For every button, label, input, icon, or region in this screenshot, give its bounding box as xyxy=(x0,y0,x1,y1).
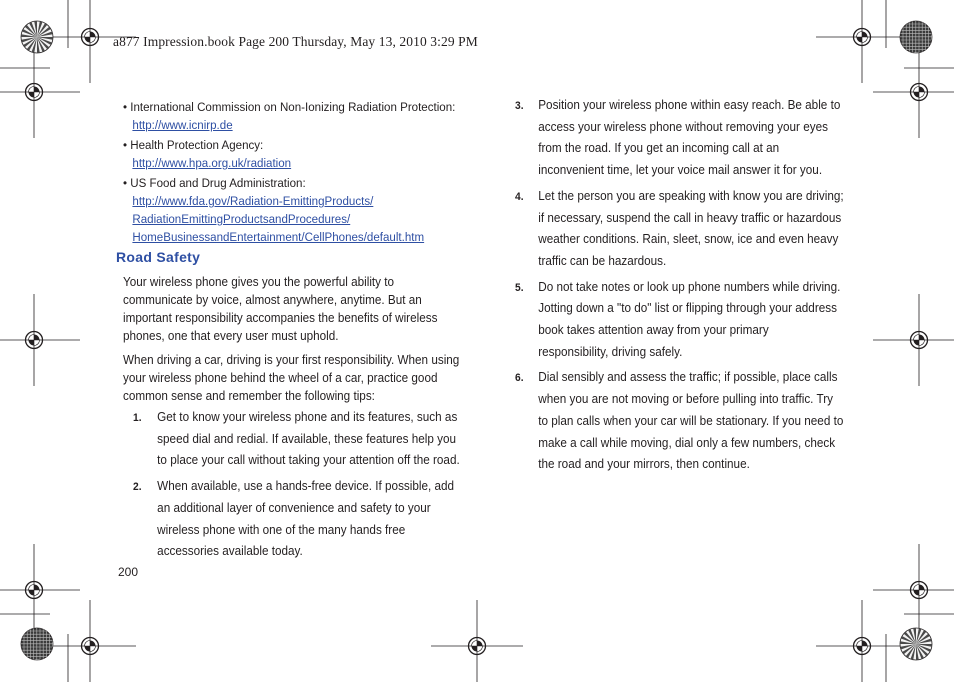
text-line: wireless phone with one of the many hands free xyxy=(157,522,406,537)
registration-mark xyxy=(873,544,954,636)
text-line: Do not take notes or look up phone numbers while driving. xyxy=(538,279,841,294)
text-line: inconvenient time, let your voice mail answer it for you. xyxy=(538,163,823,178)
agency-name: • Health Protection Agency: xyxy=(123,138,264,152)
text-line: if necessary, suspend the call in heavy traffic or hazardous xyxy=(538,210,842,225)
agency-list xyxy=(123,98,493,248)
tips-list-right xyxy=(515,95,860,476)
registration-mark xyxy=(816,0,908,83)
agency-item xyxy=(123,174,471,246)
starburst-target xyxy=(21,21,53,53)
section-title: Road Safety xyxy=(116,249,201,265)
tip-item xyxy=(133,476,454,563)
text-line: important responsibility accompanies the benefits of wireless xyxy=(123,311,438,325)
text-line: make a call while moving, dial only a few numbers, check xyxy=(538,435,836,450)
agency-link[interactable]: http://www.hpa.org.uk/radiation xyxy=(132,156,292,170)
text-line: accessories available today. xyxy=(157,544,303,559)
agency-link[interactable]: http://www.fda.gov/Radiation-EmittingProducts/ xyxy=(132,194,374,208)
tip-item xyxy=(515,95,841,182)
tip-item xyxy=(515,367,844,476)
tip-number: 1. xyxy=(133,412,142,424)
text-line: your wireless phone behind the wheel of a car, practice good xyxy=(123,371,438,385)
agency-name: • US Food and Drug Administration: xyxy=(123,176,306,190)
text-line: communicate by voice, almost anywhere, anytime. But an xyxy=(123,293,422,307)
text-line: When available, use a hands-free device. If possible, add xyxy=(157,479,455,494)
screen-target xyxy=(900,21,932,53)
text-line: Get to know your wireless phone and its features, such as xyxy=(157,410,458,424)
registration-mark xyxy=(873,294,954,386)
text-line: to place your call without taking your attention off the road. xyxy=(157,453,460,468)
text-line: Your wireless phone gives you the powerful ability to xyxy=(123,275,395,289)
text-line: the road and your mirrors, then continue. xyxy=(538,457,750,472)
registration-mark xyxy=(0,544,80,636)
agency-link[interactable]: HomeBusinessandEntertainment/CellPhones/default.htm xyxy=(132,230,425,244)
text-line: access your wireless phone without removing your eyes xyxy=(538,119,828,134)
text-line: common sense and remember the following tips: xyxy=(123,389,375,403)
text-line: from the road. If you get an incoming call at an xyxy=(538,141,780,156)
text-line: Position your wireless phone within easy reach. Be able to xyxy=(538,98,841,112)
agency-link[interactable]: RadiationEmittingProductsandProcedures/ xyxy=(132,212,351,226)
tips-list-left xyxy=(133,407,478,563)
registration-mark xyxy=(0,294,80,386)
text-line: weather conditions. Rain, sleet, snow, ice and even heavy xyxy=(538,232,839,247)
text-line: Let the person you are speaking with know you are driving; xyxy=(538,188,844,203)
intro-paragraph xyxy=(123,273,449,345)
text-line: phones, one that every user must uphold. xyxy=(123,329,339,343)
agency-link[interactable]: http://www.icnirp.de xyxy=(132,118,233,132)
agency-item xyxy=(123,136,471,172)
registration-mark xyxy=(816,600,908,682)
starburst-target xyxy=(900,628,932,660)
text-line: traffic can be hazardous. xyxy=(538,253,667,268)
tip-item xyxy=(515,186,844,273)
screen-target xyxy=(21,628,53,660)
page-number: 200 xyxy=(118,565,139,579)
tip-number: 2. xyxy=(133,481,142,494)
print-header: a877 Impression.book Page 200 Thursday, May 13, 2010 3:29 PM xyxy=(113,34,478,49)
text-line: When driving a car, driving is your first responsibility. When using xyxy=(123,353,460,367)
registration-mark xyxy=(431,600,523,682)
tip-number: 4. xyxy=(515,190,524,203)
registration-mark xyxy=(873,46,954,138)
tip-number: 6. xyxy=(515,372,524,385)
driving-paragraph xyxy=(123,351,460,405)
agency-name: • International Commission on Non-Ionizing Radiation Protection: xyxy=(123,100,456,114)
registration-mark xyxy=(44,600,136,682)
tip-item xyxy=(133,407,460,472)
text-line: to plan calls when your car will be stationary. If you need to xyxy=(538,413,844,428)
agency-item xyxy=(123,98,471,134)
tip-number: 3. xyxy=(515,100,524,112)
text-line: responsibility, driving safely. xyxy=(538,344,683,359)
tip-number: 5. xyxy=(515,281,524,294)
text-line: when you are not moving or before pulling into traffic. Try xyxy=(538,392,833,407)
text-line: Dial sensibly and assess the traffic; if possible, place calls xyxy=(538,370,838,385)
text-line: Jotting down a "to do" list or flipping through your address xyxy=(538,301,837,316)
text-line: book takes attention away from your primary xyxy=(538,323,769,338)
text-line: speed dial and redial. If available, these features help you xyxy=(157,431,457,446)
text-line: an additional layer of convenience and safety to your xyxy=(157,500,431,515)
registration-mark xyxy=(0,46,80,138)
tip-item xyxy=(515,277,841,364)
